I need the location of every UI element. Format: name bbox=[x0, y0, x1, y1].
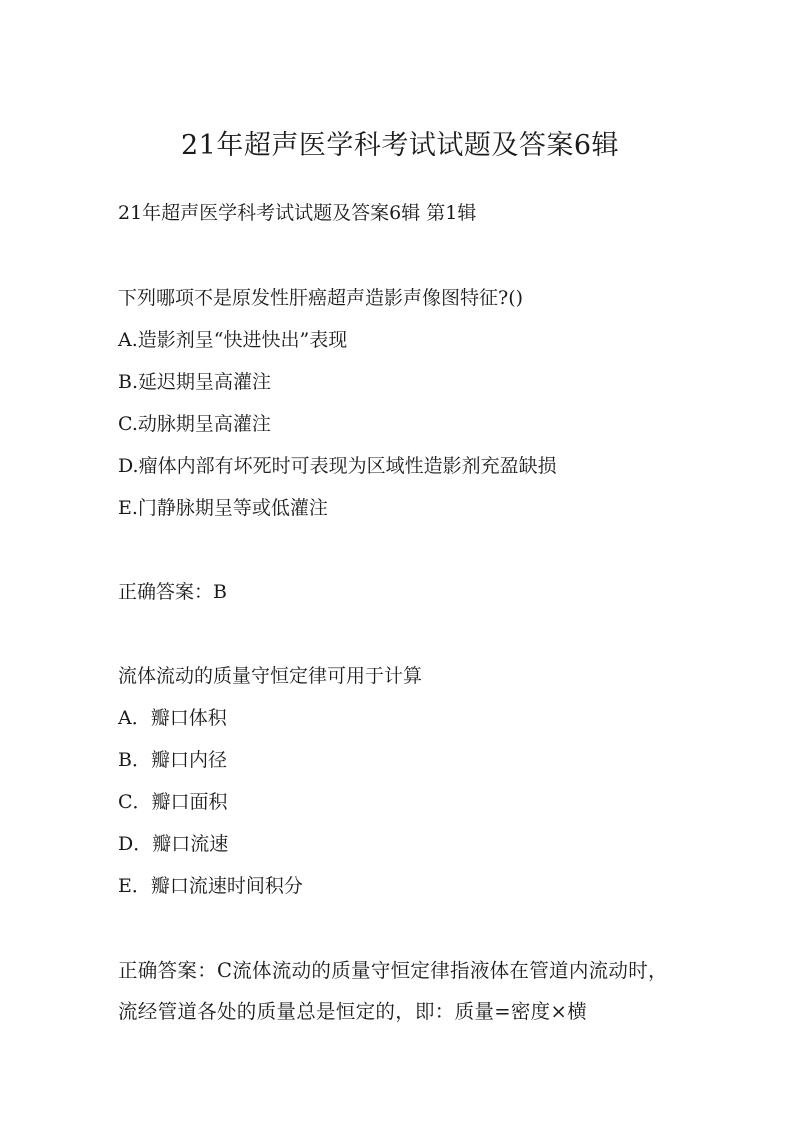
question-2-answer: 正确答案：C流体流动的质量守恒定律指液体在管道内流动时，流经管道各处的质量总是恒定的，即：质量=密度×横 bbox=[118, 959, 668, 1023]
question-1-option-b: B.延迟期呈高灌注 bbox=[118, 371, 272, 393]
question-2-option-b: B．瓣口内径 bbox=[118, 749, 227, 771]
document-subtitle: 21年超声医学科考试试题及答案6辑 第1辑 bbox=[118, 202, 477, 224]
question-2-option-e: E．瓣口流速时间积分 bbox=[118, 875, 303, 897]
question-1-option-d: D.瘤体内部有坏死时可表现为区域性造影剂充盈缺损 bbox=[118, 455, 557, 477]
question-1-stem: 下列哪项不是原发性肝癌超声造影声像图特征?() bbox=[118, 287, 524, 309]
question-1-option-a: A.造影剂呈“快进快出”表现 bbox=[118, 329, 348, 351]
question-1-option-e: E.门静脉期呈等或低灌注 bbox=[118, 497, 328, 519]
document-title: 21年超声医学科考试试题及答案6辑 bbox=[180, 130, 620, 161]
question-1-option-c: C.动脉期呈高灌注 bbox=[118, 413, 271, 435]
question-2-stem: 流体流动的质量守恒定律可用于计算 bbox=[118, 665, 423, 687]
question-2-option-a: A．瓣口体积 bbox=[118, 707, 227, 729]
question-2-option-c: C．瓣口面积 bbox=[118, 791, 228, 813]
question-1-answer: 正确答案：B bbox=[118, 581, 227, 603]
question-2-option-d: D．瓣口流速 bbox=[118, 833, 229, 855]
